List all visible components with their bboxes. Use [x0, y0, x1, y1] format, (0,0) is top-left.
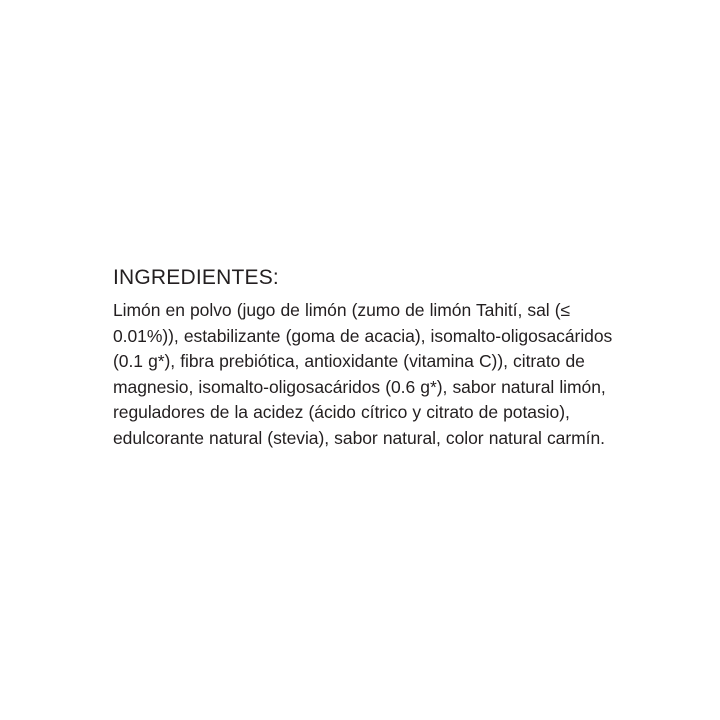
ingredients-section [113, 264, 613, 451]
ingredients-list-text: Limón en polvo (jugo de limón (zumo de limón Tahití, sal (≤ 0.01%)), estabilizante (goma de acacia), isomalto-oligosacáridos (0.1 g*), fibra prebiótica, antioxidante (vitamina C)), citrato de magnesio, isomalto-oligosacáridos (0.6 g*), sabor natural limón, reguladores de la acidez (ácido cítrico y citrato de potasio), edulcorante natural (stevia), sabor natural, color natural carmín. [113, 300, 613, 448]
ingredients-heading: INGREDIENTES: [113, 266, 279, 289]
